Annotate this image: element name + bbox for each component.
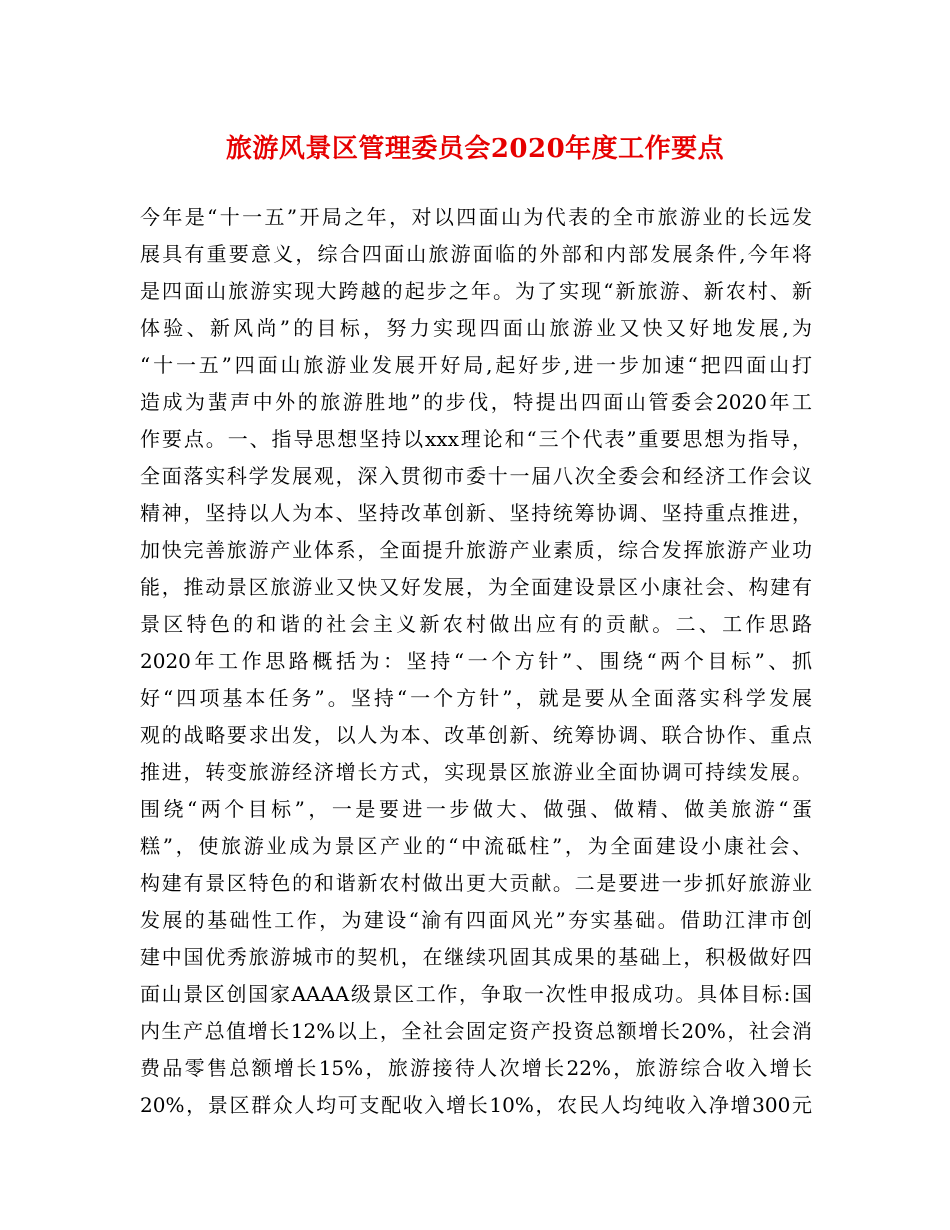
body-line: 观的战略要求出发，以人为本、改革创新、统筹协调、联合协作、重点 bbox=[140, 723, 812, 747]
body-line: 围绕“两个目标”，一是要进一步做大、做强、做精、做美旅游“蛋 bbox=[140, 797, 812, 821]
body-line: 今年是“十一五”开局之年，对以四面山为代表的全市旅游业的长远发 bbox=[140, 205, 812, 229]
body-line: 体验、新风尚”的目标，努力实现四面山旅游业又快又好地发展,为 bbox=[140, 316, 812, 340]
body-line: 内生产总值增长12%以上，全社会固定资产投资总额增长20%，社会消 bbox=[140, 1019, 812, 1043]
body-line: 20%，景区群众人均可支配收入增长10%，农民人均纯收入净增300元 bbox=[140, 1093, 812, 1117]
body-line: 构建有景区特色的和谐新农村做出更大贡献。二是要进一步抓好旅游业 bbox=[140, 871, 812, 895]
body-line: 面山景区创国家AAAA级景区工作，争取一次性申报成功。具体目标:国 bbox=[140, 982, 812, 1006]
body-line: 展具有重要意义，综合四面山旅游面临的外部和内部发展条件,今年将 bbox=[140, 242, 812, 266]
body-line: 好“四项基本任务”。坚持“一个方针”，就是要从全面落实科学发展 bbox=[140, 686, 812, 710]
body-line: 景区特色的和谐的社会主义新农村做出应有的贡献。二、工作思路 bbox=[140, 612, 812, 636]
body-line: “十一五”四面山旅游业发展开好局,起好步,进一步加速“把四面山打 bbox=[140, 353, 812, 377]
body-line: 2020年工作思路概括为：坚持“一个方针”、围绕“两个目标”、抓 bbox=[140, 649, 812, 673]
body-line: 全面落实科学发展观，深入贯彻市委十一届八次全委会和经济工作会议 bbox=[140, 464, 812, 488]
body-line: 能，推动景区旅游业又快又好发展，为全面建设景区小康社会、构建有 bbox=[140, 575, 812, 599]
body-line: 作要点。一、指导思想坚持以xxx理论和“三个代表”重要思想为指导， bbox=[140, 427, 812, 451]
body-line: 精神，坚持以人为本、坚持改革创新、坚持统筹协调、坚持重点推进， bbox=[140, 501, 812, 525]
body-line: 费品零售总额增长15%，旅游接待人次增长22%，旅游综合收入增长 bbox=[140, 1056, 812, 1080]
body-line: 是四面山旅游实现大跨越的起步之年。为了实现“新旅游、新农村、新 bbox=[140, 279, 812, 303]
body-line: 推进，转变旅游经济增长方式，实现景区旅游业全面协调可持续发展。 bbox=[140, 760, 812, 784]
body-line: 加快完善旅游产业体系，全面提升旅游产业素质，综合发挥旅游产业功 bbox=[140, 538, 812, 562]
body-line: 造成为蜚声中外的旅游胜地”的步伐，特提出四面山管委会2020年工 bbox=[140, 390, 812, 414]
body-line: 发展的基础性工作，为建设“渝有四面风光”夯实基础。借助江津市创 bbox=[140, 908, 812, 932]
body-line: 糕”，使旅游业成为景区产业的“中流砥柱”，为全面建设小康社会、 bbox=[140, 834, 812, 858]
body-line: 建中国优秀旅游城市的契机，在继续巩固其成果的基础上，积极做好四 bbox=[140, 945, 812, 969]
document-body bbox=[140, 199, 812, 1124]
document-title: 旅游风景区管理委员会2020年度工作要点 bbox=[225, 134, 725, 164]
